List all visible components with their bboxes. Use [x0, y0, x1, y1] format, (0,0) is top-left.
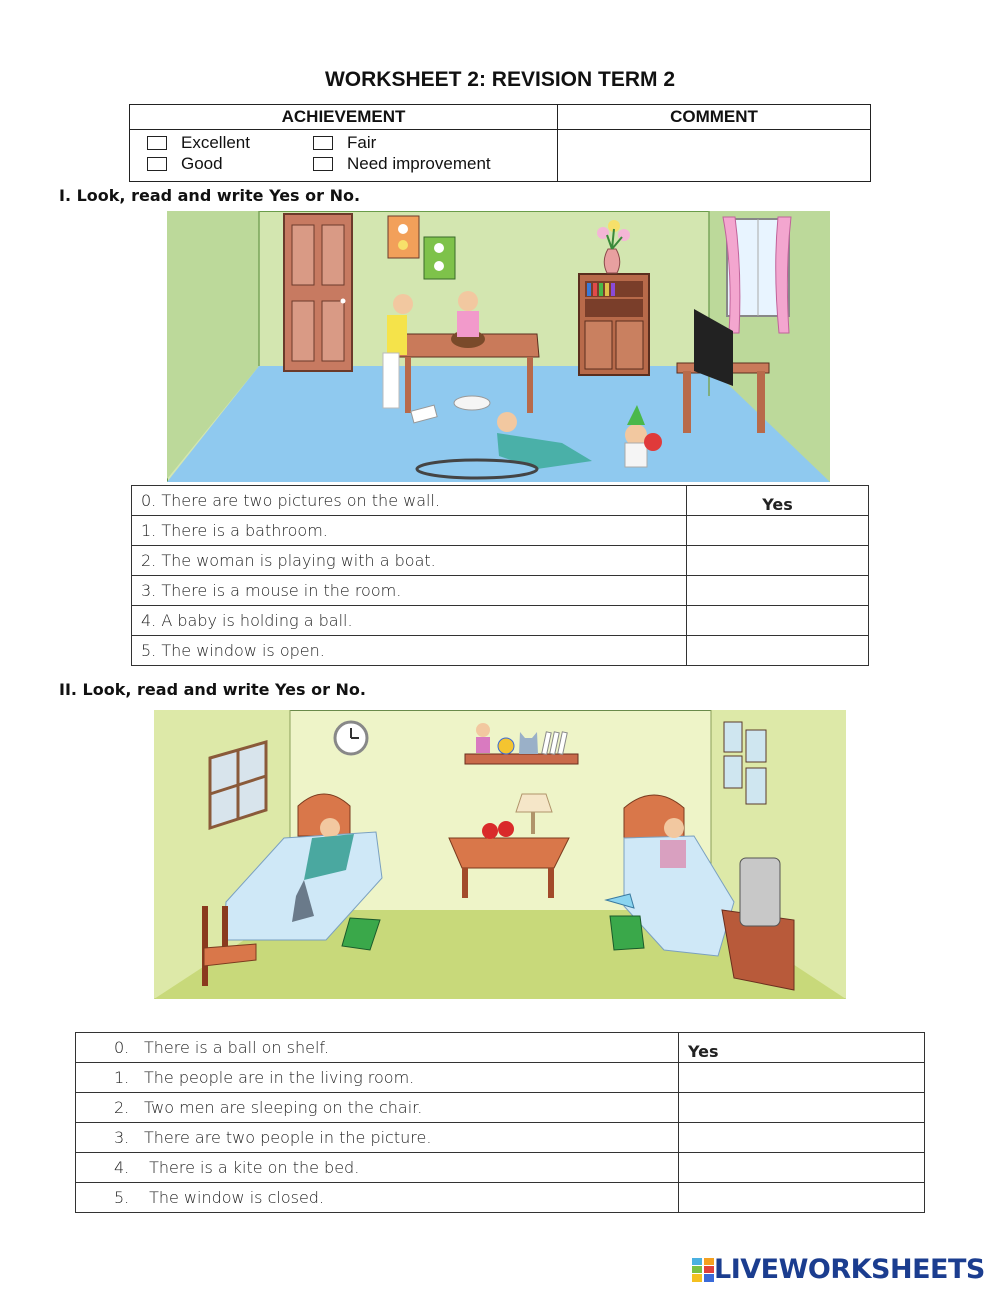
- question-text: 5. The window is open.: [132, 636, 687, 666]
- answer-cell[interactable]: [687, 636, 869, 666]
- window-icon: [723, 217, 791, 333]
- good-label: Good: [181, 153, 223, 173]
- question-text: The window is closed.: [144, 1188, 325, 1207]
- table-row: [76, 1183, 925, 1213]
- question-text: There are two people in the picture.: [144, 1128, 432, 1147]
- question-number: 1.: [114, 1068, 130, 1087]
- page-title: WORKSHEET 2: REVISION TERM 2: [324, 68, 676, 91]
- answer-cell[interactable]: [679, 1123, 925, 1153]
- question-number: 2.: [114, 1098, 130, 1117]
- answer-cell[interactable]: Yes: [687, 486, 869, 516]
- section1-heading: I. Look, read and write Yes or No.: [59, 186, 361, 205]
- question-number: 4.: [114, 1158, 130, 1177]
- logo-text: LIVEWORKSHEETS: [714, 1254, 985, 1285]
- question-text: Two men are sleeping on the chair.: [144, 1098, 423, 1117]
- fair-checkbox[interactable]: [313, 136, 333, 150]
- table-row: [76, 1123, 925, 1153]
- question-text: There is a kite on the bed.: [144, 1158, 360, 1177]
- need-improvement-checkbox[interactable]: [313, 157, 333, 171]
- table-row: [132, 516, 869, 546]
- table-row: [132, 486, 869, 516]
- question-cell: [76, 1063, 679, 1093]
- question-text: 3. There is a mouse in the room.: [132, 576, 687, 606]
- question-text: There is a ball on shelf.: [144, 1038, 329, 1057]
- question-text: 1. There is a bathroom.: [132, 516, 687, 546]
- answer-cell[interactable]: [679, 1063, 925, 1093]
- door-icon: [284, 214, 352, 371]
- good-checkbox[interactable]: [147, 157, 167, 171]
- table-row: [76, 1153, 925, 1183]
- question-text: The people are in the living room.: [144, 1068, 415, 1087]
- logo-blocks-icon: [692, 1258, 714, 1282]
- clock-icon: [335, 722, 367, 754]
- table-row: [132, 636, 869, 666]
- excellent-checkbox[interactable]: [147, 136, 167, 150]
- question-text: 4. A baby is holding a ball.: [132, 606, 687, 636]
- need-improvement-label: Need improvement: [347, 153, 491, 173]
- section1-table: [131, 485, 869, 666]
- question-number: 3.: [114, 1128, 130, 1147]
- question-number: 0.: [114, 1038, 130, 1057]
- answer-cell[interactable]: [687, 576, 869, 606]
- answer-cell[interactable]: [679, 1153, 925, 1183]
- answer-cell[interactable]: [687, 606, 869, 636]
- excellent-label: Excellent: [181, 132, 250, 152]
- comment-field[interactable]: [558, 130, 871, 182]
- table-row: [132, 606, 869, 636]
- question-text: 0. There are two pictures on the wall.: [132, 486, 687, 516]
- question-cell: [76, 1123, 679, 1153]
- fair-label: Fair: [347, 132, 377, 152]
- achievement-table: [129, 104, 871, 182]
- table-row: [76, 1063, 925, 1093]
- question-text: 2. The woman is playing with a boat.: [132, 546, 687, 576]
- section2-heading: II. Look, read and write Yes or No.: [59, 680, 366, 699]
- liveworksheets-logo: [692, 1254, 985, 1285]
- achievement-header: ACHIEVEMENT: [130, 105, 558, 130]
- question-number: 5.: [114, 1188, 130, 1207]
- answer-cell[interactable]: [687, 516, 869, 546]
- table-row: [76, 1093, 925, 1123]
- table-row: [132, 576, 869, 606]
- living-room-illustration: [167, 211, 830, 482]
- question-cell: [76, 1153, 679, 1183]
- question-cell: [76, 1033, 679, 1063]
- table-row: [132, 546, 869, 576]
- answer-cell[interactable]: [679, 1183, 925, 1213]
- answer-cell[interactable]: [687, 546, 869, 576]
- bedroom-illustration: [154, 710, 846, 999]
- achievement-options: [130, 130, 558, 182]
- comment-header: COMMENT: [558, 105, 871, 130]
- answer-cell[interactable]: [679, 1093, 925, 1123]
- question-cell: [76, 1093, 679, 1123]
- table-row: [76, 1033, 925, 1063]
- answer-cell[interactable]: Yes: [679, 1033, 925, 1063]
- question-cell: [76, 1183, 679, 1213]
- section2-table: [75, 1032, 925, 1213]
